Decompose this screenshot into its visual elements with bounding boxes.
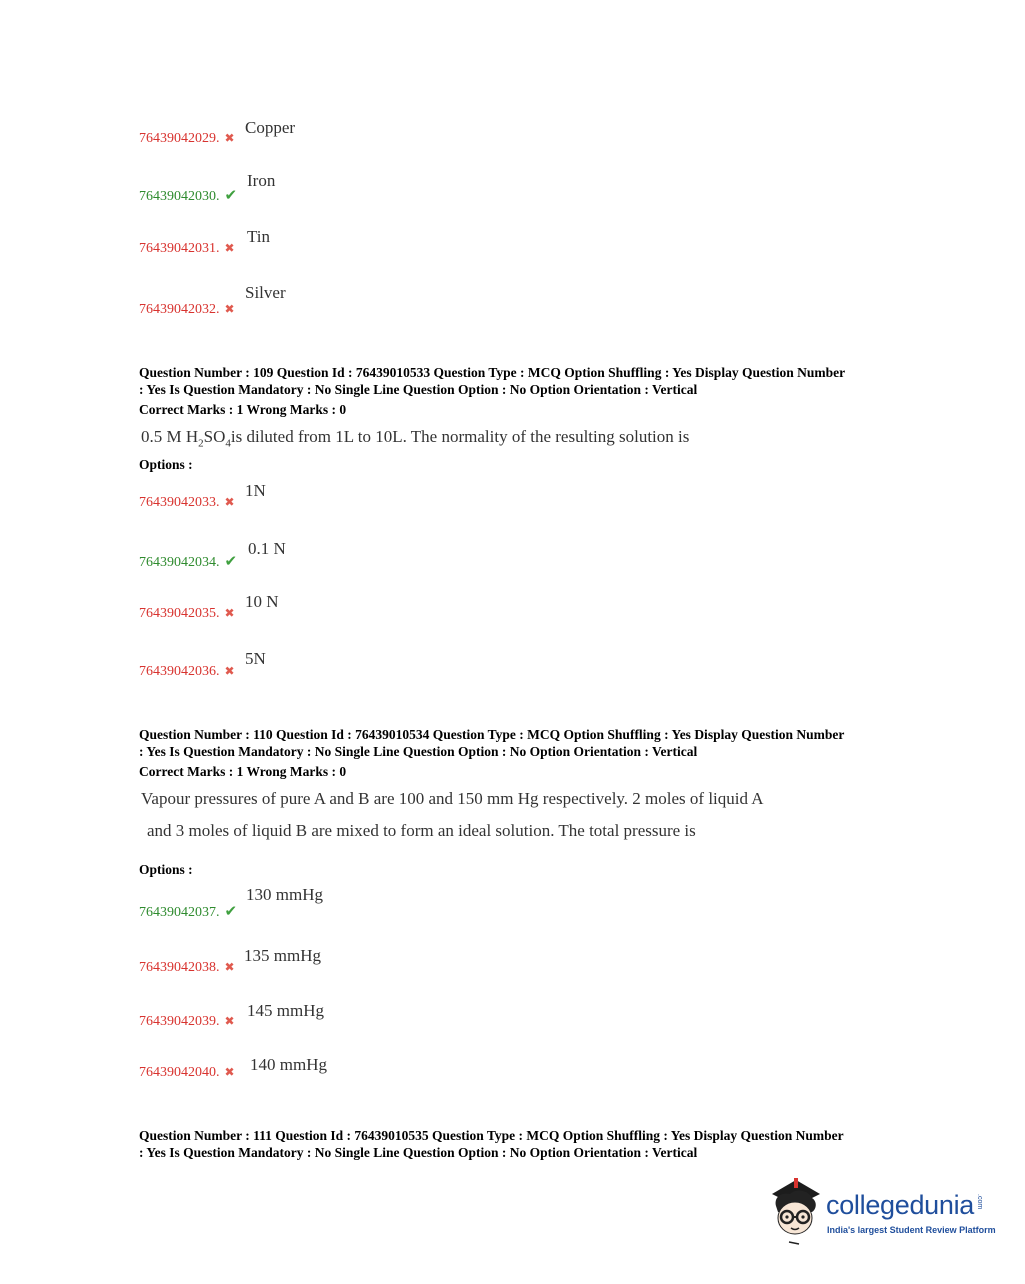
options-label: Options : <box>139 862 193 877</box>
check-icon: ✔ <box>224 904 238 920</box>
check-icon: ✔ <box>224 188 238 204</box>
option-text: 5N <box>245 649 266 668</box>
question-meta: Question Number : 111 Question Id : 76439010535 Question Type : MCQ Option Shuffling : Yes Display Question Number : Yes Is Question Mandatory : No Single Line Question Option : No Option Orientation : Vertical <box>139 1128 844 1160</box>
option-text: Silver <box>245 283 286 302</box>
cross-icon: ✖ <box>224 302 235 316</box>
cross-icon: ✖ <box>224 664 235 678</box>
options-label: Options : <box>139 457 193 472</box>
check-icon: ✔ <box>224 554 238 570</box>
option-id: 76439042031. ✖ <box>139 241 235 256</box>
option-text: Tin <box>247 227 271 246</box>
option-id: 76439042040. ✖ <box>139 1065 235 1080</box>
question-text-line-1: Vapour pressures of pure A and B are 100 and 150 mm Hg respectively. 2 moles of liquid A <box>141 789 764 808</box>
cross-icon: ✖ <box>224 241 235 255</box>
option-text: 1N <box>245 481 266 500</box>
question-meta: Question Number : 109 Question Id : 76439010533 Question Type : MCQ Option Shuffling : Yes Display Question Number : Yes Is Question Mandatory : No Single Line Question Option : No Option Orientation : Vertical Correct Marks : 1 Wrong Marks : 0 <box>139 365 846 417</box>
option-id: 76439042033. ✖ <box>139 495 235 510</box>
option-id: 76439042034. ✔ <box>139 554 238 570</box>
option-text: 140 mmHg <box>250 1055 327 1074</box>
option-id: 76439042038. ✖ <box>139 960 235 975</box>
option-id: 76439042037. ✔ <box>139 904 238 920</box>
option-id: 76439042030. ✔ <box>139 188 238 204</box>
mascot-icon <box>766 1176 824 1246</box>
option-text: Copper <box>245 118 296 137</box>
cross-icon: ✖ <box>224 1014 235 1028</box>
cross-icon: ✖ <box>224 960 235 974</box>
option-id: 76439042029. ✖ <box>139 131 235 146</box>
question-meta: Question Number : 110 Question Id : 76439010534 Question Type : MCQ Option Shuffling : Yes Display Question Number : Yes Is Question Mandatory : No Single Line Question Option : No Option Orientation : Vertical Correct Marks : 1 Wrong Marks : 0 <box>139 727 845 779</box>
option-text: 10 N <box>245 592 279 611</box>
collegedunia-logo <box>766 1176 996 1248</box>
option-text: 0.1 N <box>248 539 286 558</box>
logo-wordmark: collegedunia <box>826 1190 975 1220</box>
option-id: 76439042039. ✖ <box>139 1014 235 1029</box>
logo-tagline: India's largest Student Review Platform <box>827 1225 996 1235</box>
option-text: 145 mmHg <box>247 1001 324 1020</box>
question-text-line-2: and 3 moles of liquid B are mixed to form an ideal solution. The total pressure is <box>147 821 696 840</box>
option-id: 76439042035. ✖ <box>139 606 235 621</box>
option-text: Iron <box>247 171 276 190</box>
cross-icon: ✖ <box>224 1065 235 1079</box>
option-text: 135 mmHg <box>244 946 321 965</box>
cross-icon: ✖ <box>224 131 235 145</box>
cross-icon: ✖ <box>224 606 235 620</box>
option-id: 76439042032. ✖ <box>139 302 235 317</box>
cross-icon: ✖ <box>224 495 235 509</box>
logo-com: .com <box>976 1194 983 1210</box>
option-id: 76439042036. ✖ <box>139 664 235 679</box>
question-text: 0.5 M $H_2SO_4is$ diluted from 1L to 10L. The normality of the resulting solution is <box>141 427 690 450</box>
option-text: 130 mmHg <box>246 885 323 904</box>
